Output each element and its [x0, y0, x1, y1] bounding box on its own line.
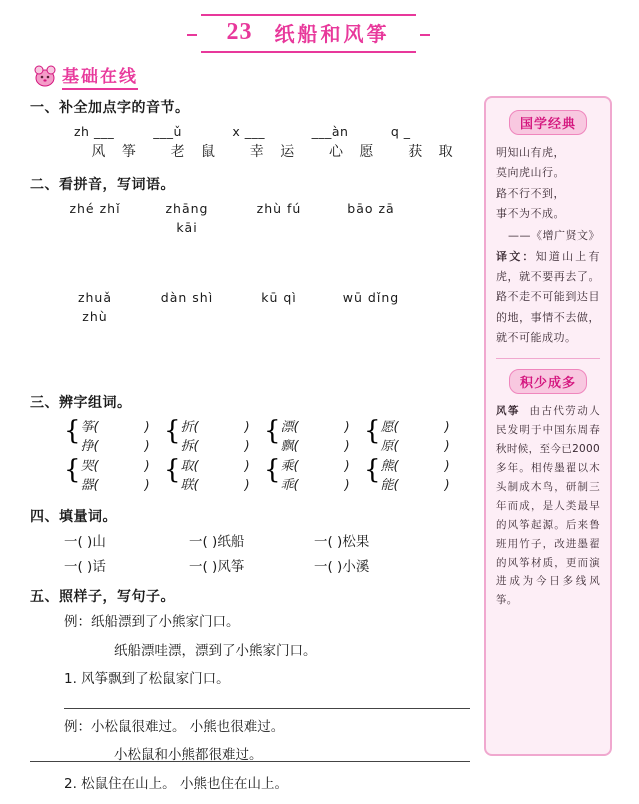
- pinyin-blank[interactable]: ___àn: [311, 124, 349, 139]
- char-group: [364, 454, 464, 495]
- verse-line: 事不为不成。: [496, 207, 565, 221]
- answer-box[interactable]: [340, 308, 402, 336]
- brace-icon: {: [164, 415, 181, 446]
- char-group: [164, 415, 264, 456]
- char-label: 折(: [180, 419, 199, 435]
- write-item[interactable]: [248, 289, 310, 355]
- word-item: 风 筝: [91, 143, 142, 160]
- example-label: 例：: [64, 614, 91, 631]
- pinyin-row-2: [64, 289, 470, 355]
- answer-rule[interactable]: [30, 761, 470, 762]
- sidebar-badge-classics: [496, 110, 600, 135]
- question-2-heading: 二、看拼音，写词语。: [30, 176, 175, 193]
- question-1-pinyin-row: [74, 123, 470, 142]
- lesson-title: 纸船和风筝: [274, 22, 390, 46]
- verse-line: 莫向虎山行。: [496, 166, 565, 180]
- measure-item[interactable]: 一( )风筝: [189, 559, 245, 575]
- measure-item[interactable]: 一( )小溪: [314, 559, 370, 575]
- paren-close: ): [344, 438, 350, 454]
- paren-close: ): [444, 438, 450, 454]
- measure-item[interactable]: 一( )话: [64, 559, 106, 575]
- brace-icon: {: [364, 415, 381, 446]
- example-2-line-b: 小松鼠和小熊都很难过。: [114, 747, 263, 764]
- question-2-grid: [30, 200, 470, 379]
- char-label: 哭(: [80, 458, 99, 474]
- paren-close: ): [444, 477, 450, 493]
- example-1-line-a: [64, 612, 470, 632]
- example-1-line-b: 纸船漂哇漂，漂到了小熊家门口。: [114, 642, 317, 659]
- example-2-line-a: [64, 717, 470, 737]
- char-label: 取(: [180, 458, 199, 474]
- answer-box[interactable]: [156, 308, 218, 336]
- word-item: 老 鼠: [170, 143, 222, 160]
- char-label: 愿(: [380, 419, 399, 435]
- write-item[interactable]: [64, 289, 126, 355]
- write-item[interactable]: [156, 200, 218, 266]
- question-3-heading: 三、辨字组词。: [30, 394, 132, 411]
- answer-box[interactable]: [248, 308, 310, 336]
- measure-row: [30, 557, 470, 577]
- brace-icon: {: [364, 454, 381, 485]
- brace-icon: {: [64, 454, 81, 485]
- pinyin-hint: zhé zhǐ: [69, 200, 121, 216]
- brace-icon: {: [164, 454, 181, 485]
- question-4-heading: 四、填量词。: [30, 508, 117, 525]
- char-group: [264, 454, 364, 495]
- answer-box[interactable]: [340, 219, 402, 247]
- question-1-heading: 一、补全加点字的音节。: [30, 100, 190, 116]
- question-5: [30, 587, 470, 794]
- pinyin-hint: wū dǐng: [342, 290, 400, 306]
- char-group: [364, 415, 464, 456]
- note-text: 由古代劳动人民发明于中国东周春秋时候，至今已2000多年。相传墨翟以木头制成木鸟，研制三年而成，是人类最早的风筝起源。后来鲁班用竹子，改进墨翟的风筝材质，更而演进成为今日多线风筝。: [496, 405, 600, 607]
- paren-close: ): [144, 419, 150, 435]
- brace-icon: {: [264, 415, 281, 446]
- question-1-word-row: [74, 142, 470, 163]
- word-item: 获 取: [408, 143, 459, 160]
- char-label: 飘(: [280, 438, 299, 454]
- mouse-icon: [32, 64, 58, 88]
- question-3-table: [30, 415, 470, 495]
- paren-close: ): [244, 419, 250, 435]
- word-item: 幸 运: [249, 143, 301, 160]
- example-label: 例：: [64, 719, 91, 735]
- exercise-item-2: 2. 松鼠住在山上。 小熊也住在山上。: [64, 775, 288, 792]
- question-5-body: [30, 612, 470, 794]
- measure-item[interactable]: 一( )纸船: [189, 533, 245, 550]
- kite-note: [496, 402, 600, 610]
- paren-close: ): [344, 458, 350, 474]
- answer-rule[interactable]: [64, 707, 470, 709]
- group-row: [64, 415, 470, 456]
- answer-box[interactable]: [64, 327, 126, 355]
- char-label: 器(: [80, 477, 99, 493]
- question-5-heading: 五、照样子，写句子。: [30, 589, 175, 606]
- pinyin-hint: zhuǎ zhù: [77, 290, 113, 324]
- question-1: [30, 98, 470, 163]
- brace-icon: {: [64, 415, 81, 446]
- translation-label: 译文：: [496, 249, 536, 263]
- paren-close: ): [444, 419, 450, 435]
- example-sentence: 纸船漂到了小熊家门口。: [91, 614, 240, 631]
- measure-item[interactable]: 一( )松果: [314, 533, 370, 550]
- badge-label: 积少成多: [509, 369, 587, 394]
- char-group: [64, 415, 164, 456]
- translation-text: 知道山上有虎，就不要再去了。路不走不可能到达目的地，事情不去做，就不可能成功。: [496, 249, 601, 345]
- char-group: [64, 454, 164, 495]
- writing-space: [64, 267, 470, 289]
- main-content: [30, 98, 470, 804]
- question-3: [30, 393, 470, 495]
- paren-close: ): [244, 477, 250, 493]
- sidebar-divider: [496, 358, 600, 359]
- lesson-number: 23: [226, 19, 253, 45]
- pinyin-hint: bāo zā: [347, 200, 395, 216]
- write-item[interactable]: [64, 200, 126, 266]
- title-frame: [201, 14, 416, 53]
- char-label: 乖(: [280, 477, 299, 493]
- verse-source: ——《增广贤文》: [508, 229, 600, 243]
- answer-box[interactable]: [248, 219, 310, 247]
- pinyin-hint: dàn shì: [160, 290, 214, 306]
- page-title: [178, 14, 438, 53]
- paren-close: ): [244, 438, 250, 454]
- pinyin-blank[interactable]: zh ___: [74, 124, 115, 139]
- brace-icon: {: [264, 454, 281, 485]
- write-item[interactable]: [248, 200, 310, 266]
- paren-close: ): [144, 477, 150, 493]
- section-label: 基础在线: [62, 62, 138, 90]
- badge-label: 国学经典: [509, 110, 587, 135]
- char-label: 乘(: [280, 458, 299, 474]
- char-label: 原(: [380, 438, 399, 454]
- char-label: 筝(: [80, 419, 99, 435]
- paren-close: ): [444, 458, 450, 474]
- answer-box[interactable]: [64, 219, 126, 247]
- char-label: 拆(: [180, 438, 199, 454]
- classic-verse: [496, 143, 600, 348]
- char-group: [164, 454, 264, 495]
- answer-box[interactable]: [156, 237, 218, 265]
- pinyin-hint: zhù fú: [256, 200, 302, 216]
- write-item[interactable]: [340, 200, 402, 266]
- example-sentence: 小松鼠很难过。 小熊也很难过。: [91, 719, 285, 735]
- char-label: 挣(: [80, 438, 99, 454]
- verse-line: 路不行不到，: [496, 186, 565, 200]
- paren-close: ): [344, 477, 350, 493]
- exercise-item-1: 1. 风筝飘到了松鼠家门口。: [64, 670, 230, 687]
- char-label: 熊(: [380, 458, 399, 474]
- char-group: [264, 415, 364, 456]
- paren-close: ): [344, 419, 350, 435]
- write-item[interactable]: [156, 289, 218, 355]
- writing-space: [64, 357, 470, 379]
- paren-close: ): [144, 438, 150, 454]
- verse-line: 明知山有虎，: [496, 146, 565, 159]
- pinyin-row-1: [64, 200, 470, 266]
- char-label: 能(: [380, 477, 399, 493]
- section-banner: [32, 62, 138, 90]
- char-label: 漂(: [280, 419, 299, 435]
- group-row: [64, 454, 470, 495]
- measure-row: [30, 532, 470, 552]
- question-1-body: [30, 123, 470, 163]
- paren-close: ): [244, 458, 250, 474]
- verse-translation: [496, 247, 600, 349]
- word-item: 心 愿: [328, 143, 380, 160]
- pinyin-blank[interactable]: q _: [390, 124, 411, 139]
- question-4: [30, 507, 470, 578]
- paren-close: ): [144, 458, 150, 474]
- pinyin-hint: zhāng kāi: [165, 200, 209, 235]
- note-title: 风筝: [496, 405, 520, 418]
- write-item[interactable]: [340, 289, 402, 355]
- sidebar-badge-accumulate: [496, 369, 600, 394]
- measure-item[interactable]: 一( )山: [64, 533, 106, 550]
- pinyin-blank[interactable]: ___ǔ: [153, 124, 182, 139]
- pinyin-blank[interactable]: x ___: [232, 124, 266, 139]
- char-label: 联(: [180, 477, 199, 493]
- pinyin-hint: kū qì: [261, 290, 297, 306]
- sidebar: [484, 96, 612, 756]
- question-2: [30, 175, 470, 379]
